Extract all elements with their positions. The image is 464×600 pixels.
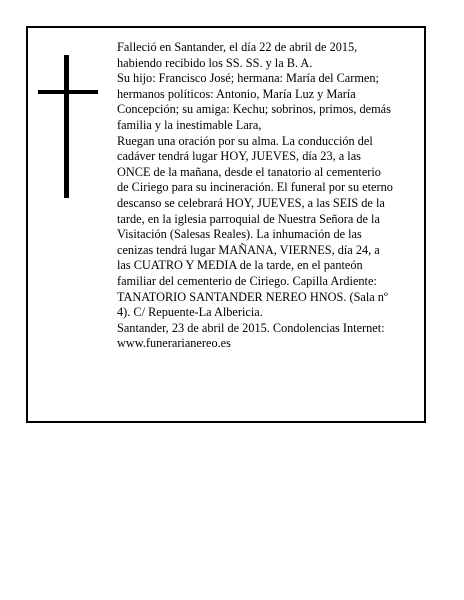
- notice-line: Su hijo: Francisco José; hermana: María del Carmen;: [117, 71, 379, 86]
- notice-line: familia y la inestimable Lara,: [117, 117, 262, 132]
- notice-line: ONCE de la mañana, desde el tanatorio al cementerio: [117, 164, 381, 179]
- notice-line: Concepción; su amiga: Kechu; sobrinos, primos, demás: [117, 102, 391, 117]
- notice-line: Falleció en Santander, el día 22 de abril de 2015,: [117, 40, 358, 54]
- notice-line: Ruegan una oración por su alma. La conducción del: [117, 133, 373, 148]
- notice-line: Santander, 23 de abril de 2015. Condolencias Internet:: [117, 320, 385, 335]
- notice-line: habiendo recibido los SS. SS. y la B. A.: [117, 55, 313, 70]
- obituary-text: [117, 40, 419, 352]
- notice-line: Visitación (Salesas Reales). La inhumación de las: [117, 227, 362, 242]
- obituary-notice: [26, 26, 426, 423]
- notice-line: hermanos políticos: Antonio, María Luz y María: [117, 86, 356, 101]
- notice-line: de Ciriego para su incineración. El funeral por su eterno: [117, 180, 393, 195]
- notice-line: familiar del cementerio de Ciriego. Capilla Ardiente:: [117, 273, 377, 288]
- website-link[interactable]: www.funerarianereo.es: [117, 336, 231, 351]
- cross-vertical-bar: [64, 55, 69, 198]
- notice-line: las CUATRO Y MEDIA de la tarde, en el panteón: [117, 258, 363, 273]
- notice-line: TANATORIO SANTANDER NEREO HNOS. (Sala nº: [117, 289, 388, 304]
- notice-line: cadáver tendrá lugar HOY, JUEVES, día 23, a las: [117, 149, 361, 164]
- notice-line: tarde, en la iglesia parroquial de Nuestra Señora de la: [117, 211, 380, 226]
- notice-line: 4). C/ Repuente-La Albericia.: [117, 305, 263, 320]
- notice-line: descanso se celebrará HOY, JUEVES, a las SEIS de la: [117, 195, 385, 210]
- cross-icon: [38, 55, 98, 198]
- notice-line: cenizas tendrá lugar MAÑANA, VIERNES, día 24, a: [117, 242, 380, 257]
- cross-horizontal-bar: [38, 90, 98, 94]
